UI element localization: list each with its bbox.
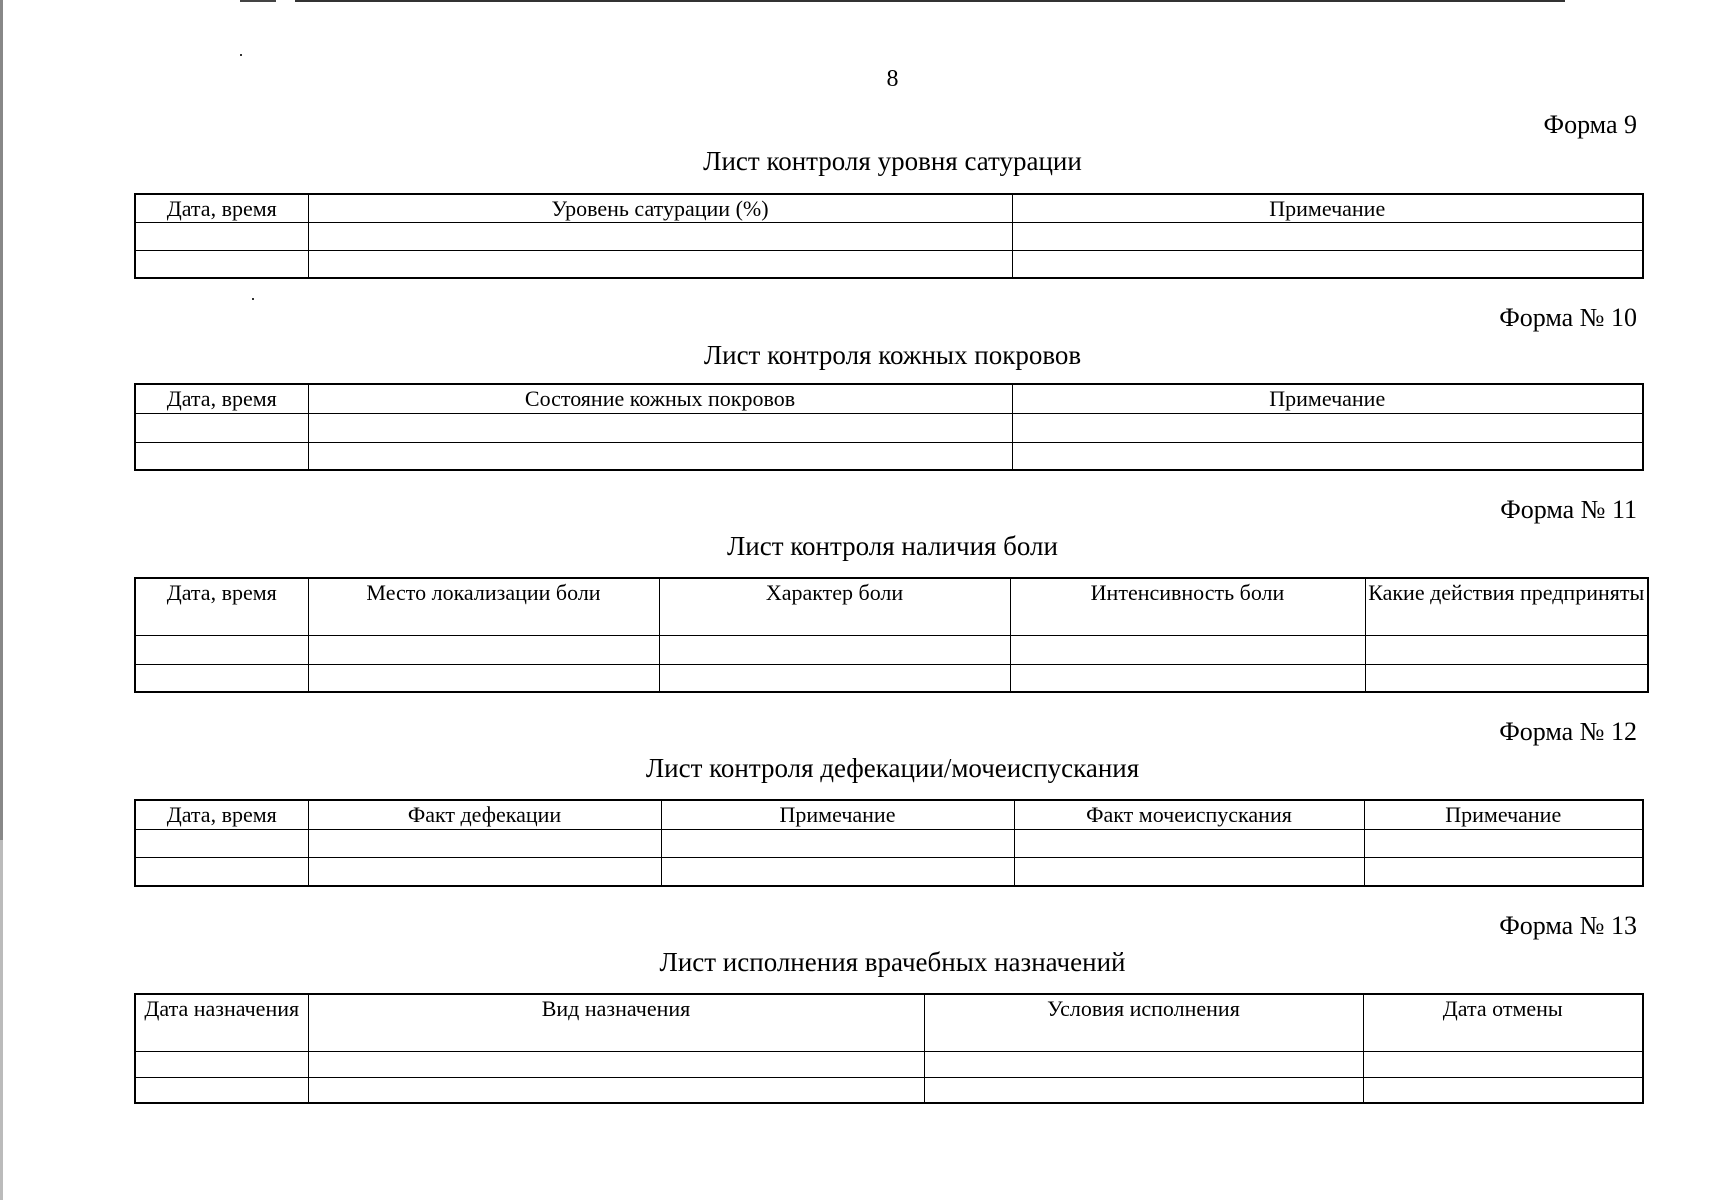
form-table [134,577,1649,693]
scan-speck [252,298,254,300]
table-cell[interactable] [1012,223,1643,251]
column-header: Дата отмены [1363,994,1643,1051]
section-title: Лист контроля уровня сатурации [703,146,1082,176]
column-header: Примечание [1012,194,1643,223]
top-rule-fragment [240,0,276,2]
table-cell[interactable] [135,413,308,442]
table-cell[interactable] [661,857,1014,886]
form-label: Форма № 10 [1499,303,1637,332]
form-table [134,193,1644,279]
table-cell[interactable] [135,1051,308,1077]
table-cell[interactable] [135,829,308,857]
table-cell[interactable] [135,664,308,692]
column-header: Дата, время [135,194,308,223]
table-cell[interactable] [308,1051,924,1077]
table-cell[interactable] [659,664,1010,692]
scan-speck [240,54,242,56]
table-cell[interactable] [135,1077,308,1103]
column-header: Примечание [661,800,1014,829]
table-cell[interactable] [308,223,1012,251]
table-cell[interactable] [1364,829,1643,857]
column-header: Дата назначения [135,994,308,1051]
column-header: Дата, время [135,384,308,413]
table-cell[interactable] [1014,829,1364,857]
table-cell[interactable] [1014,857,1364,886]
section-title: Лист контроля дефекации/мочеиспускания [645,753,1140,783]
table-row [135,442,1643,470]
table-cell[interactable] [924,1051,1363,1077]
form-label: Форма 9 [1543,110,1637,139]
column-header: Примечание [1364,800,1643,829]
form-table [134,799,1644,887]
table-row [135,223,1643,251]
form-label: Форма № 12 [1499,717,1637,746]
column-header: Факт мочеиспускания [1014,800,1364,829]
table-cell[interactable] [924,1077,1363,1103]
column-header: Факт дефекации [308,800,661,829]
form-table [134,993,1644,1104]
column-header: Примечание [1012,384,1643,413]
table-row [135,1051,1643,1077]
table-row [135,829,1643,857]
column-header: Состояние кожных покровов [308,384,1012,413]
table-cell[interactable] [135,223,308,251]
section-title: Лист контроля наличия боли [726,531,1058,561]
column-header: Условия исполнения [924,994,1363,1051]
table-cell[interactable] [1364,857,1643,886]
column-header: Дата, время [135,800,308,829]
table-cell[interactable] [1012,413,1643,442]
scan-left-edge [0,0,3,1200]
table-cell[interactable] [308,1077,924,1103]
table-row [135,1077,1643,1103]
table-cell[interactable] [1363,1051,1643,1077]
page-number: 8 [886,66,899,92]
section-title: Лист контроля кожных покровов [703,340,1082,370]
table-cell[interactable] [308,251,1012,278]
table-row [135,664,1648,692]
top-rule [295,0,1565,2]
table-cell[interactable] [1012,251,1643,278]
table-cell[interactable] [308,413,1012,442]
column-header: Характер боли [659,578,1010,635]
table-row [135,635,1648,664]
table-cell[interactable] [659,635,1010,664]
table-row [135,857,1643,886]
column-header: Вид назначения [308,994,924,1051]
table-cell[interactable] [308,442,1012,470]
column-header: Уровень сатурации (%) [308,194,1012,223]
table-cell[interactable] [661,829,1014,857]
table-cell[interactable] [1365,635,1648,664]
table-cell[interactable] [1010,664,1365,692]
table-cell[interactable] [1363,1077,1643,1103]
column-header: Дата, время [135,578,308,635]
table-cell[interactable] [135,635,308,664]
section-title: Лист исполнения врачебных назначений [659,947,1126,977]
form-label: Форма № 13 [1499,911,1637,940]
column-header: Место локализации боли [308,578,659,635]
table-cell[interactable] [308,635,659,664]
table-cell[interactable] [308,857,661,886]
table-cell[interactable] [308,664,659,692]
table-row [135,413,1643,442]
table-row [135,251,1643,278]
form-label: Форма № 11 [1500,495,1637,524]
form-table [134,383,1644,471]
table-cell[interactable] [135,857,308,886]
table-cell[interactable] [135,251,308,278]
table-cell[interactable] [308,829,661,857]
column-header: Какие действия предприняты [1365,578,1648,635]
table-cell[interactable] [1010,635,1365,664]
table-cell[interactable] [1365,664,1648,692]
table-cell[interactable] [1012,442,1643,470]
table-cell[interactable] [135,442,308,470]
column-header: Интенсивность боли [1010,578,1365,635]
